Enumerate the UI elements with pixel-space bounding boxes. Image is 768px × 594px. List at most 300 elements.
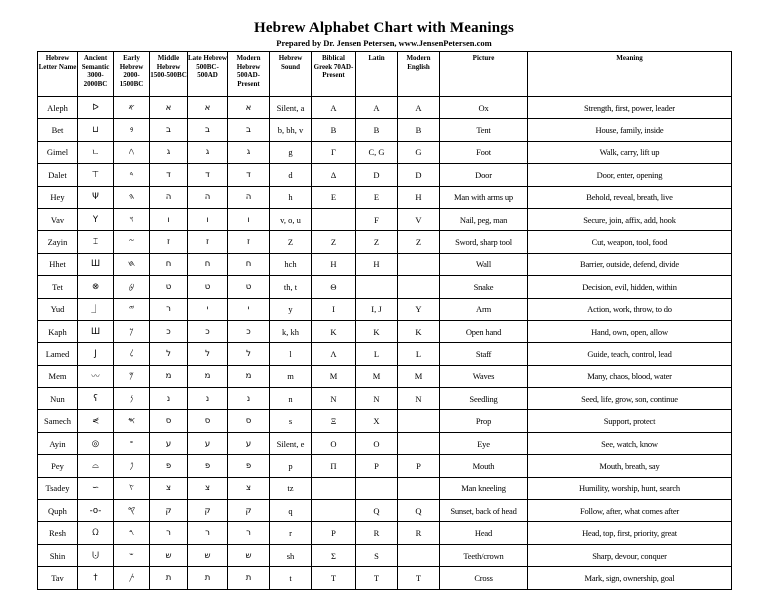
letter-name-cell: Nun xyxy=(38,388,78,410)
modern-glyph-cell: ס xyxy=(228,410,270,432)
meaning-cell: Action, work, throw, to do xyxy=(528,298,732,320)
table-row xyxy=(38,455,732,477)
picture-cell: Eye xyxy=(440,432,528,454)
sound-cell: k, kh xyxy=(270,320,312,342)
greek-cell: Ξ xyxy=(312,410,356,432)
picture-cell: Sunset, back of head xyxy=(440,500,528,522)
modern-glyph-cell: י xyxy=(228,298,270,320)
english-cell xyxy=(398,432,440,454)
english-cell: Z xyxy=(398,231,440,253)
greek-cell: N xyxy=(312,388,356,410)
greek-cell: A xyxy=(312,97,356,119)
picture-cell: Sword, sharp tool xyxy=(440,231,528,253)
modern-glyph-cell: ד xyxy=(228,164,270,186)
early-glyph-cell: 𐤏 xyxy=(114,432,150,454)
ancient-glyph-cell: ⌶ xyxy=(78,231,114,253)
ancient-glyph-cell: J xyxy=(78,343,114,365)
latin-cell: K xyxy=(356,320,398,342)
latin-cell: C, G xyxy=(356,141,398,163)
sound-cell: b, bh, v xyxy=(270,119,312,141)
middle-glyph-cell: ה xyxy=(150,186,188,208)
picture-cell: Foot xyxy=(440,141,528,163)
picture-cell: Prop xyxy=(440,410,528,432)
table-row xyxy=(38,567,732,589)
table-row xyxy=(38,186,732,208)
modern-glyph-cell: נ xyxy=(228,388,270,410)
sound-cell: Silent, a xyxy=(270,97,312,119)
middle-glyph-cell: א xyxy=(150,97,188,119)
english-cell: B xyxy=(398,119,440,141)
table-row xyxy=(38,320,732,342)
table-row xyxy=(38,276,732,298)
meaning-cell: Secure, join, affix, add, hook xyxy=(528,208,732,230)
middle-glyph-cell: ר xyxy=(150,522,188,544)
late-glyph-cell: כ xyxy=(188,320,228,342)
middle-glyph-cell: ר xyxy=(150,298,188,320)
letter-name-cell: Bet xyxy=(38,119,78,141)
modern-glyph-cell: ט xyxy=(228,276,270,298)
middle-glyph-cell: ז xyxy=(150,231,188,253)
late-glyph-cell: ס xyxy=(188,410,228,432)
modern-glyph-cell: ג xyxy=(228,141,270,163)
letter-name-cell: Zayin xyxy=(38,231,78,253)
modern-glyph-cell: ה xyxy=(228,186,270,208)
header-late: Late Hebrew 500BC-500AD xyxy=(188,52,228,97)
latin-cell: Q xyxy=(356,500,398,522)
latin-cell: D xyxy=(356,164,398,186)
meaning-cell: Sharp, devour, conquer xyxy=(528,544,732,566)
picture-cell: Ox xyxy=(440,97,528,119)
english-cell: M xyxy=(398,365,440,387)
english-cell: L xyxy=(398,343,440,365)
middle-glyph-cell: ת xyxy=(150,567,188,589)
header-latin: Latin xyxy=(356,52,398,97)
modern-glyph-cell: ת xyxy=(228,567,270,589)
greek-cell: Λ xyxy=(312,343,356,365)
table-row xyxy=(38,253,732,275)
middle-glyph-cell: ל xyxy=(150,343,188,365)
ancient-glyph-cell: ⊗ xyxy=(78,276,114,298)
table-body xyxy=(38,97,732,590)
header-greek: Biblical Greek 70AD-Present xyxy=(312,52,356,97)
header-middle: Middle Hebrew 1500-500BC xyxy=(150,52,188,97)
english-cell: A xyxy=(398,97,440,119)
table-row xyxy=(38,119,732,141)
early-glyph-cell: 𐤁 xyxy=(114,119,150,141)
latin-cell: F xyxy=(356,208,398,230)
late-glyph-cell: ע xyxy=(188,432,228,454)
sound-cell: n xyxy=(270,388,312,410)
letter-name-cell: Aleph xyxy=(38,97,78,119)
table-row xyxy=(38,231,732,253)
page-title: Hebrew Alphabet Chart with Meanings xyxy=(253,20,515,36)
table-row xyxy=(38,544,732,566)
early-glyph-cell: 𐤕 xyxy=(114,567,150,589)
sound-cell: g xyxy=(270,141,312,163)
english-cell xyxy=(398,276,440,298)
late-glyph-cell: ז xyxy=(188,231,228,253)
middle-glyph-cell: מ xyxy=(150,365,188,387)
latin-cell: A xyxy=(356,97,398,119)
greek-cell: M xyxy=(312,365,356,387)
latin-cell: R xyxy=(356,522,398,544)
ancient-glyph-cell: ʕ xyxy=(78,388,114,410)
table-row xyxy=(38,365,732,387)
table-row xyxy=(38,208,732,230)
ancient-glyph-cell: ◎ xyxy=(78,432,114,454)
english-cell: K xyxy=(398,320,440,342)
early-glyph-cell: 𐤂 xyxy=(114,141,150,163)
english-cell xyxy=(398,410,440,432)
header-english: Modern English xyxy=(398,52,440,97)
table-row xyxy=(38,432,732,454)
early-glyph-cell: 𐤉 xyxy=(114,298,150,320)
ancient-glyph-cell: Ψ xyxy=(78,186,114,208)
letter-name-cell: Gimel xyxy=(38,141,78,163)
late-glyph-cell: צ xyxy=(188,477,228,499)
picture-cell: Door xyxy=(440,164,528,186)
meaning-cell: Guide, teach, control, lead xyxy=(528,343,732,365)
early-glyph-cell: 𐤔 xyxy=(114,544,150,566)
english-cell xyxy=(398,544,440,566)
sound-cell: t xyxy=(270,567,312,589)
late-glyph-cell: ר xyxy=(188,522,228,544)
ancient-glyph-cell: ⏌ xyxy=(78,298,114,320)
sound-cell: d xyxy=(270,164,312,186)
ancient-glyph-cell: ⊔ xyxy=(78,119,114,141)
middle-glyph-cell: ח xyxy=(150,253,188,275)
early-glyph-cell: 𐤊 xyxy=(114,320,150,342)
modern-glyph-cell: ר xyxy=(228,522,270,544)
meaning-cell: Walk, carry, lift up xyxy=(528,141,732,163)
letter-name-cell: Kaph xyxy=(38,320,78,342)
english-cell xyxy=(398,253,440,275)
early-glyph-cell: 𐤄 xyxy=(114,186,150,208)
modern-glyph-cell: ל xyxy=(228,343,270,365)
early-glyph-cell: 𐤈 xyxy=(114,276,150,298)
modern-glyph-cell: א xyxy=(228,97,270,119)
letter-name-cell: Lamed xyxy=(38,343,78,365)
modern-glyph-cell: ז xyxy=(228,231,270,253)
english-cell xyxy=(398,477,440,499)
table-row xyxy=(38,388,732,410)
english-cell: P xyxy=(398,455,440,477)
english-cell: V xyxy=(398,208,440,230)
letter-name-cell: Mem xyxy=(38,365,78,387)
meaning-cell: Strength, first, power, leader xyxy=(528,97,732,119)
sound-cell: y xyxy=(270,298,312,320)
middle-glyph-cell: ש xyxy=(150,544,188,566)
meaning-cell: Decision, evil, hidden, within xyxy=(528,276,732,298)
meaning-cell: Support, protect xyxy=(528,410,732,432)
greek-cell: Θ xyxy=(312,276,356,298)
early-glyph-cell: 𐤀 xyxy=(114,97,150,119)
sound-cell: Silent, e xyxy=(270,432,312,454)
latin-cell: Z xyxy=(356,231,398,253)
letter-name-cell: Yud xyxy=(38,298,78,320)
latin-cell: E xyxy=(356,186,398,208)
latin-cell: I, J xyxy=(356,298,398,320)
meaning-cell: House, family, inside xyxy=(528,119,732,141)
letter-name-cell: Tav xyxy=(38,567,78,589)
late-glyph-cell: ש xyxy=(188,544,228,566)
modern-glyph-cell: מ xyxy=(228,365,270,387)
picture-cell: Tent xyxy=(440,119,528,141)
meaning-cell: Seed, life, grow, son, continue xyxy=(528,388,732,410)
greek-cell: Σ xyxy=(312,544,356,566)
early-glyph-cell: 𐤓 xyxy=(114,522,150,544)
ancient-glyph-cell: ⨃ xyxy=(78,544,114,566)
meaning-cell: Cut, weapon, tool, food xyxy=(528,231,732,253)
latin-cell: P xyxy=(356,455,398,477)
middle-glyph-cell: ס xyxy=(150,410,188,432)
sound-cell: th, t xyxy=(270,276,312,298)
header-letter-name: Hebrew Letter Name xyxy=(38,52,78,97)
modern-glyph-cell: כ xyxy=(228,320,270,342)
ancient-glyph-cell: † xyxy=(78,567,114,589)
late-glyph-cell: מ xyxy=(188,365,228,387)
modern-glyph-cell: ב xyxy=(228,119,270,141)
letter-name-cell: Pey xyxy=(38,455,78,477)
middle-glyph-cell: ד xyxy=(150,164,188,186)
late-glyph-cell: ד xyxy=(188,164,228,186)
sound-cell: Z xyxy=(270,231,312,253)
table-row xyxy=(38,477,732,499)
meaning-cell: Many, chaos, blood, water xyxy=(528,365,732,387)
meaning-cell: Behold, reveal, breath, live xyxy=(528,186,732,208)
greek-cell: H xyxy=(312,253,356,275)
middle-glyph-cell: ב xyxy=(150,119,188,141)
early-glyph-cell: 𐤆 xyxy=(114,231,150,253)
greek-cell: B xyxy=(312,119,356,141)
middle-glyph-cell: ע xyxy=(150,432,188,454)
latin-cell xyxy=(356,477,398,499)
early-glyph-cell: 𐤍 xyxy=(114,388,150,410)
letter-name-cell: Quph xyxy=(38,500,78,522)
greek-cell: E xyxy=(312,186,356,208)
letter-name-cell: Resh xyxy=(38,522,78,544)
ancient-glyph-cell: ⊤ xyxy=(78,164,114,186)
table-row xyxy=(38,298,732,320)
sound-cell: s xyxy=(270,410,312,432)
late-glyph-cell: ל xyxy=(188,343,228,365)
table-row xyxy=(38,141,732,163)
modern-glyph-cell: צ xyxy=(228,477,270,499)
greek-cell: T xyxy=(312,567,356,589)
picture-cell: Man kneeling xyxy=(440,477,528,499)
greek-cell xyxy=(312,500,356,522)
latin-cell: M xyxy=(356,365,398,387)
sound-cell: r xyxy=(270,522,312,544)
header-early: Early Hebrew 2000-1500BC xyxy=(114,52,150,97)
header-picture: Picture xyxy=(440,52,528,97)
picture-cell: Open hand xyxy=(440,320,528,342)
english-cell: N xyxy=(398,388,440,410)
modern-glyph-cell: פ xyxy=(228,455,270,477)
letter-name-cell: Tsadey xyxy=(38,477,78,499)
meaning-cell: See, watch, know xyxy=(528,432,732,454)
meaning-cell: Head, top, first, priority, great xyxy=(528,522,732,544)
picture-cell: Mouth xyxy=(440,455,528,477)
english-cell: R xyxy=(398,522,440,544)
picture-cell: Cross xyxy=(440,567,528,589)
early-glyph-cell: 𐤇 xyxy=(114,253,150,275)
greek-cell: Γ xyxy=(312,141,356,163)
picture-cell: Waves xyxy=(440,365,528,387)
greek-cell xyxy=(312,477,356,499)
letter-name-cell: Shin xyxy=(38,544,78,566)
header-meaning: Meaning xyxy=(528,52,732,97)
middle-glyph-cell: ט xyxy=(150,276,188,298)
picture-cell: Teeth/crown xyxy=(440,544,528,566)
modern-glyph-cell: ק xyxy=(228,500,270,522)
latin-cell: B xyxy=(356,119,398,141)
late-glyph-cell: ה xyxy=(188,186,228,208)
ancient-glyph-cell: ㄴ xyxy=(78,141,114,163)
late-glyph-cell: ו xyxy=(188,208,228,230)
ancient-glyph-cell: -o- xyxy=(78,500,114,522)
latin-cell: O xyxy=(356,432,398,454)
table-row xyxy=(38,164,732,186)
sound-cell: p xyxy=(270,455,312,477)
ancient-glyph-cell: Y xyxy=(78,208,114,230)
late-glyph-cell: י xyxy=(188,298,228,320)
meaning-cell: Follow, after, what comes after xyxy=(528,500,732,522)
late-glyph-cell: ב xyxy=(188,119,228,141)
early-glyph-cell: 𐤌 xyxy=(114,365,150,387)
meaning-cell: Hand, own, open, allow xyxy=(528,320,732,342)
picture-cell: Man with arms up xyxy=(440,186,528,208)
table-row xyxy=(38,343,732,365)
ancient-glyph-cell: Ш xyxy=(78,253,114,275)
ancient-glyph-cell: ⌓ xyxy=(78,455,114,477)
sound-cell: v, o, u xyxy=(270,208,312,230)
sound-cell: h xyxy=(270,186,312,208)
latin-cell: H xyxy=(356,253,398,275)
early-glyph-cell: 𐤑 xyxy=(114,477,150,499)
letter-name-cell: Hhet xyxy=(38,253,78,275)
early-glyph-cell: 𐤋 xyxy=(114,343,150,365)
english-cell: H xyxy=(398,186,440,208)
header-sound: Hebrew Sound xyxy=(270,52,312,97)
greek-cell: Δ xyxy=(312,164,356,186)
ancient-glyph-cell: ᐅ xyxy=(78,97,114,119)
english-cell: G xyxy=(398,141,440,163)
letter-name-cell: Samech xyxy=(38,410,78,432)
meaning-cell: Mark, sign, ownership, goal xyxy=(528,567,732,589)
late-glyph-cell: ת xyxy=(188,567,228,589)
middle-glyph-cell: פ xyxy=(150,455,188,477)
picture-cell: Arm xyxy=(440,298,528,320)
sound-cell: hch xyxy=(270,253,312,275)
latin-cell: L xyxy=(356,343,398,365)
picture-cell: Staff xyxy=(440,343,528,365)
greek-cell: I xyxy=(312,298,356,320)
meaning-cell: Door, enter, opening xyxy=(528,164,732,186)
latin-cell: T xyxy=(356,567,398,589)
early-glyph-cell: 𐤅 xyxy=(114,208,150,230)
late-glyph-cell: ג xyxy=(188,141,228,163)
modern-glyph-cell: ש xyxy=(228,544,270,566)
ancient-glyph-cell: ∽ xyxy=(78,477,114,499)
ancient-glyph-cell: Ш xyxy=(78,320,114,342)
greek-cell: Z xyxy=(312,231,356,253)
sound-cell: q xyxy=(270,500,312,522)
early-glyph-cell: 𐤃 xyxy=(114,164,150,186)
middle-glyph-cell: צ xyxy=(150,477,188,499)
late-glyph-cell: פ xyxy=(188,455,228,477)
meaning-cell: Humility, worship, hunt, search xyxy=(528,477,732,499)
sound-cell: m xyxy=(270,365,312,387)
middle-glyph-cell: נ xyxy=(150,388,188,410)
latin-cell: N xyxy=(356,388,398,410)
greek-cell: Π xyxy=(312,455,356,477)
ancient-glyph-cell: ᘯ xyxy=(78,522,114,544)
picture-cell: Wall xyxy=(440,253,528,275)
late-glyph-cell: ט xyxy=(188,276,228,298)
modern-glyph-cell: ו xyxy=(228,208,270,230)
table-row xyxy=(38,522,732,544)
greek-cell: O xyxy=(312,432,356,454)
greek-cell: K xyxy=(312,320,356,342)
letter-name-cell: Dalet xyxy=(38,164,78,186)
middle-glyph-cell: ו xyxy=(150,208,188,230)
early-glyph-cell: 𐤎 xyxy=(114,410,150,432)
picture-cell: Head xyxy=(440,522,528,544)
letter-name-cell: Hey xyxy=(38,186,78,208)
english-cell: Y xyxy=(398,298,440,320)
meaning-cell: Barrier, outside, defend, divide xyxy=(528,253,732,275)
late-glyph-cell: ח xyxy=(188,253,228,275)
ancient-glyph-cell: ⋞ xyxy=(78,410,114,432)
letter-name-cell: Tet xyxy=(38,276,78,298)
alphabet-table xyxy=(37,51,732,590)
late-glyph-cell: ק xyxy=(188,500,228,522)
english-cell: T xyxy=(398,567,440,589)
sound-cell: tz xyxy=(270,477,312,499)
late-glyph-cell: נ xyxy=(188,388,228,410)
meaning-cell: Mouth, breath, say xyxy=(528,455,732,477)
table-row xyxy=(38,410,732,432)
header-row xyxy=(38,52,732,97)
middle-glyph-cell: ק xyxy=(150,500,188,522)
picture-cell: Snake xyxy=(440,276,528,298)
table-row xyxy=(38,500,732,522)
page-subtitle: Prepared by Dr. Jensen Petersen, www.JensenPetersen.com xyxy=(276,38,492,48)
latin-cell: S xyxy=(356,544,398,566)
picture-cell: Nail, peg, man xyxy=(440,208,528,230)
early-glyph-cell: 𐤐 xyxy=(114,455,150,477)
english-cell: Q xyxy=(398,500,440,522)
ancient-glyph-cell: 〰 xyxy=(78,365,114,387)
early-glyph-cell: 𐤒 xyxy=(114,500,150,522)
picture-cell: Seedling xyxy=(440,388,528,410)
modern-glyph-cell: ח xyxy=(228,253,270,275)
greek-cell xyxy=(312,208,356,230)
english-cell: D xyxy=(398,164,440,186)
sound-cell: l xyxy=(270,343,312,365)
middle-glyph-cell: ג xyxy=(150,141,188,163)
table-row xyxy=(38,97,732,119)
header-modern: Modern Hebrew 500AD-Present xyxy=(228,52,270,97)
sound-cell: sh xyxy=(270,544,312,566)
letter-name-cell: Vav xyxy=(38,208,78,230)
latin-cell: X xyxy=(356,410,398,432)
letter-name-cell: Ayin xyxy=(38,432,78,454)
late-glyph-cell: א xyxy=(188,97,228,119)
latin-cell xyxy=(356,276,398,298)
middle-glyph-cell: כ xyxy=(150,320,188,342)
